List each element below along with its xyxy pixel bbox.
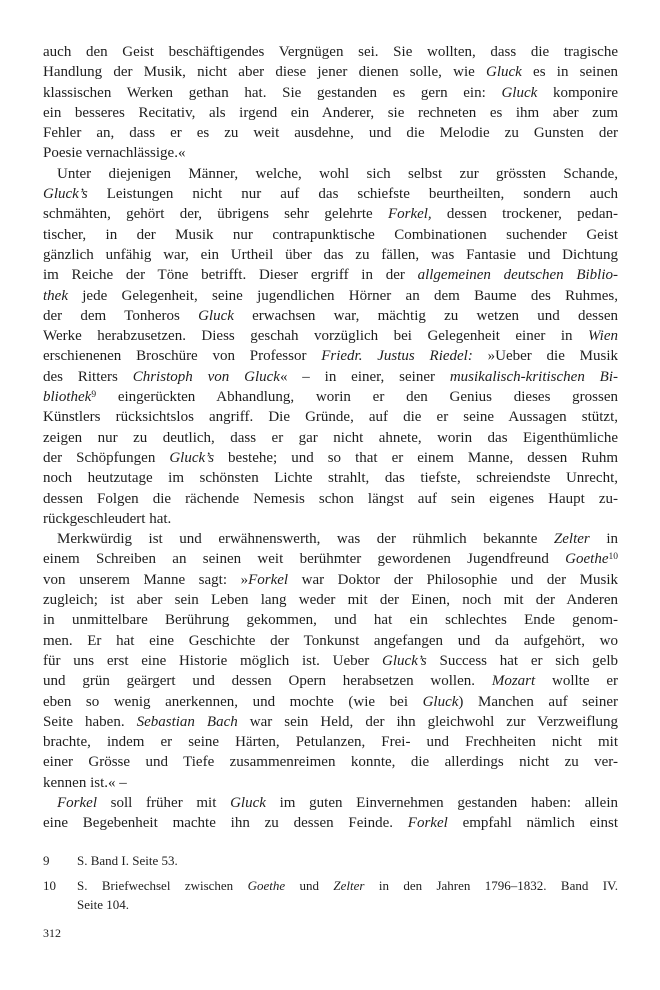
text-line: [43, 164, 618, 184]
text-line: [43, 692, 618, 712]
text-segment: von unserem Manne sagt: »: [43, 571, 249, 588]
text-line: [43, 712, 618, 732]
text-line: [43, 42, 618, 62]
body-text: [43, 42, 618, 834]
paragraph: [43, 42, 618, 164]
text-line: [43, 103, 618, 123]
text-segment: »Ueber die Musik: [472, 348, 618, 365]
text-segment: Seite 104.: [77, 896, 129, 912]
text-segment: Werke herabzusetzen. Diess geschah vorzüglich bei Gelegenheit einer in: [43, 328, 588, 345]
text-segment: allgemeinen deutschen Biblio-: [417, 267, 618, 284]
text-segment: im guten Einvernehmen gestanden haben: allein: [265, 794, 618, 811]
text-segment: Handlung der Musik, nicht aber diese jener dienen solle, wie: [43, 64, 486, 81]
text-block: [43, 42, 618, 914]
text-line: [43, 509, 618, 529]
text-segment: Sebastian Bach: [136, 713, 238, 730]
text-segment: Unter diejenigen Männer, welche, wohl sich selbst zur grössten Schande,: [57, 165, 618, 182]
text-segment: Gluck: [422, 693, 459, 710]
text-line: [43, 489, 618, 509]
text-segment: men. Er hat eine Geschichte der Tonkunst angefangen und da aufgehört, wo: [43, 632, 618, 649]
text-segment: Mozart: [491, 673, 536, 690]
text-segment: Friedr. Justus Riedel:: [321, 348, 473, 365]
footnote-ref: 10: [608, 551, 618, 562]
text-line: [43, 549, 618, 569]
text-line: [77, 851, 618, 870]
text-segment: Zelter: [553, 531, 590, 548]
footnote: [43, 851, 618, 870]
text-segment: Gluck’s: [382, 652, 427, 669]
text-segment: Forkel,: [387, 206, 432, 223]
text-segment: gänzlich unfähig war, ein Urtheil über das zu fällen, was Fantasie und Dichtung: [43, 246, 618, 263]
text-segment: dessen trockener, pedan-: [431, 206, 618, 223]
text-segment: einem Schreiben an seinen weit berühmter gewordenen Jugendfreund: [43, 551, 566, 568]
text-segment: erwachsen war, mächtig zu wetzen und dessen: [233, 307, 618, 324]
text-segment: und grün geärgert und dessen Opern herabsetzen wollen.: [43, 673, 492, 690]
text-segment: eben so wenig anerkennen, und mochte (wie bei: [43, 693, 423, 710]
text-line: [43, 529, 618, 549]
text-segment: noch heutzutage im schönsten Lichte strahlt, das tiefste, schreiendste Unrecht,: [43, 470, 618, 487]
text-segment: der Schöpfungen: [43, 449, 170, 466]
text-segment: Forkel: [407, 815, 448, 832]
text-line: [43, 184, 618, 204]
text-line: [43, 631, 618, 651]
text-segment: Zelter: [333, 877, 365, 893]
text-line: [43, 367, 618, 387]
text-segment: Gluck: [501, 84, 538, 101]
paragraph: [43, 793, 618, 834]
text-line: [43, 123, 618, 143]
text-segment: wollte er: [535, 673, 618, 690]
text-segment: klassischen Werken gethan hat. Sie gestanden es gern ein:: [43, 84, 502, 101]
text-segment: der dem Tonheros: [43, 307, 199, 324]
footnote-number: 10: [43, 877, 56, 893]
text-segment: bliothek: [43, 389, 92, 406]
paragraph: [43, 164, 618, 529]
text-segment: thek: [43, 287, 68, 304]
text-segment: es in seinen: [521, 64, 618, 81]
text-line: [43, 407, 618, 427]
text-line: [43, 570, 618, 590]
footnote-text: [77, 851, 618, 870]
text-segment: empfahl nämlich einst: [447, 815, 618, 832]
text-line: [43, 671, 618, 691]
text-segment: war sein Held, der ihn gleichwohl zur Verzweiflung: [237, 713, 618, 730]
text-segment: musikalisch-kritischen Bi-: [449, 368, 618, 385]
footnote-text: [77, 876, 618, 914]
text-segment: dessen Folgen die rächende Nemesis schon längst auf sein eigenes Haupt zu-: [43, 490, 618, 507]
text-segment: Goethe: [565, 551, 609, 568]
text-segment: Gluck’s: [43, 186, 88, 203]
text-segment: in: [589, 531, 618, 548]
text-segment: ) Manchen auf seiner: [458, 693, 618, 710]
text-line: [43, 62, 618, 82]
text-segment: Gluck’s: [169, 449, 215, 466]
text-segment: « – in einer, seiner: [279, 368, 450, 385]
text-segment: eingerückten Abhandlung, worin er den Genius dieses grossen: [96, 389, 618, 406]
paragraph: [43, 529, 618, 793]
text-line: [43, 265, 618, 285]
text-line: [43, 428, 618, 448]
text-segment: komponire: [537, 84, 618, 101]
text-segment: Poesie vernachlässige.«: [43, 145, 186, 162]
text-segment: Künstlers rücksichtslos angriff. Die Gründe, auf die er seine Aussagen stützt,: [43, 409, 618, 426]
text-segment: des Ritters: [43, 368, 133, 385]
text-segment: für uns erst eine Historie möglich ist. Ueber: [43, 652, 383, 669]
text-segment: Goethe: [247, 877, 286, 893]
text-segment: Gluck: [230, 794, 266, 811]
text-segment: Success hat er sich gelb: [426, 652, 618, 669]
text-segment: Christoph von Gluck: [132, 368, 280, 385]
text-line: [43, 143, 618, 163]
text-segment: kennen ist.« –: [43, 774, 127, 791]
text-segment: im Reiche der Töne betrifft. Dieser ergriff in der: [43, 267, 418, 284]
text-segment: in unmittelbare Berührung gekommen, und hat ein schlechtes Ende genom-: [43, 612, 618, 629]
text-line: [43, 346, 618, 366]
text-line: [43, 387, 618, 407]
text-line: [43, 813, 618, 833]
text-line: [43, 752, 618, 772]
text-segment: bestehe; und so that er einem Manne, dessen Ruhm: [214, 449, 618, 466]
text-segment: eine Begebenheit machte ihn zu dessen Feinde.: [43, 815, 408, 832]
text-segment: erschienenen Broschüre von Professor: [43, 348, 322, 365]
text-line: [43, 793, 618, 813]
text-segment: Forkel: [57, 794, 97, 811]
text-segment: Fehler an, dass er es zu weit ausdehne, und die Melodie zu Gunsten der: [43, 125, 618, 142]
text-line: [43, 610, 618, 630]
text-line: [43, 773, 618, 793]
page-number: 312: [43, 926, 61, 940]
text-line: [43, 225, 618, 245]
footnotes-section: [43, 851, 618, 914]
text-line: [43, 306, 618, 326]
text-segment: war Doktor der Philosophie und der Musik: [288, 571, 618, 588]
text-line: [43, 651, 618, 671]
text-segment: auch den Geist beschäftigendes Vergnügen sei. Sie wollten, dass die tragische: [43, 44, 618, 60]
footnote: [43, 876, 618, 914]
text-line: [43, 245, 618, 265]
text-line: [43, 83, 618, 103]
text-segment: S. Band I. Seite 53.: [77, 852, 178, 868]
text-segment: Gluck: [198, 307, 234, 324]
text-line: [43, 468, 618, 488]
text-segment: Wien: [588, 328, 618, 345]
text-segment: brachte, indem er seine Härten, Petulanzen, Frei- und Frechheiten nicht mit: [43, 734, 618, 751]
text-segment: zugleich; ist aber sein Leben lang weder mit der Einen, noch mit der Anderen: [43, 592, 618, 609]
text-segment: zeigen nur zu deutlich, dass er gar nicht ahnete, worin das Eigenthümliche: [43, 429, 618, 446]
text-segment: soll früher mit: [96, 794, 231, 811]
text-segment: Merkwürdig ist und erwähnenswerth, was der rühmlich bekannte: [57, 531, 554, 548]
text-line: [43, 326, 618, 346]
footnote-number: 9: [43, 852, 50, 868]
text-segment: und: [285, 877, 334, 893]
text-segment: Seite haben.: [43, 713, 137, 730]
text-line: [77, 895, 618, 914]
text-segment: tischer, in der Musik nur contrapunktische Combinationen suchender Geist: [43, 226, 618, 243]
text-line: [43, 448, 618, 468]
text-line: [43, 286, 618, 306]
footnote-ref: 9: [91, 389, 97, 400]
text-segment: in den Jahren 1796–1832. Band IV.: [364, 877, 619, 893]
text-segment: S. Briefwechsel zwischen: [77, 877, 248, 893]
text-line: [43, 590, 618, 610]
text-line: [43, 732, 618, 752]
text-segment: rückgeschleudert hat.: [43, 510, 172, 527]
text-segment: Forkel: [248, 571, 289, 588]
text-line: [43, 204, 618, 224]
text-segment: Leistungen nicht nur auf das schiefste beurtheilten, sondern auch: [87, 186, 618, 203]
text-segment: schmähten, gehört der, übrigens sehr gelehrte: [43, 206, 388, 223]
text-segment: Gluck: [486, 64, 522, 81]
text-segment: jede Gelegenheit, seine jugendlichen Hörner an dem Baume des Ruhmes,: [67, 287, 618, 304]
text-segment: ein besseres Recitativ, als irgend ein Anderer, sie rechneten es ihm aber zum: [43, 104, 618, 121]
text-line: [77, 876, 618, 895]
text-segment: einer Grösse und Tiefe zusammenreimen konnte, die allerdings nicht zu ver-: [43, 754, 618, 771]
